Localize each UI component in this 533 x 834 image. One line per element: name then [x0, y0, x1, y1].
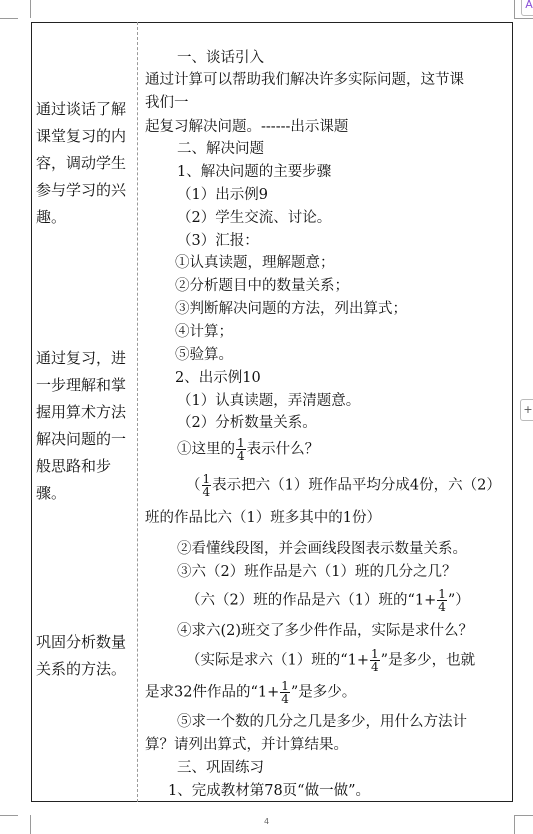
text-line: ⑤验算。 [175, 347, 233, 363]
text-line-with-fraction [177, 437, 319, 462]
text-line: ③六（2）班作品是六（1）班的几分之几？ [177, 564, 457, 580]
fraction-numerator: 1 [371, 647, 379, 661]
crop-mark-top-right-h [514, 18, 533, 19]
heading-solve: 二、解决问题 [177, 141, 264, 157]
text-line-with-fraction [145, 680, 356, 705]
text-segment: 表示把六（1）班作品平均分成4份，六（2） [212, 477, 501, 494]
left-note-1-text: 通过谈话了解课堂复习的内容，调动学生参与学习的兴趣。 [36, 100, 127, 226]
fraction-denominator: 4 [202, 485, 211, 499]
crop-mark-bottom-right-h [514, 815, 533, 816]
crop-mark-bottom-left-h [0, 815, 18, 816]
fraction [236, 437, 246, 462]
text-line: 1、完成教材第78页“做一做”。 [168, 783, 371, 799]
text-line: 1、解决问题的主要步骤 [177, 164, 332, 180]
text-line: 2、出示例10 [175, 370, 261, 386]
text-segment: ”是多少。 [290, 684, 357, 701]
text-line: （1）出示例9 [177, 187, 268, 203]
left-note-3 [36, 629, 136, 683]
fraction-numerator: 1 [237, 436, 245, 450]
column-divider [137, 22, 138, 802]
left-note-3-text: 巩固分析数量关系的方法。 [36, 633, 127, 678]
text-line: ⑤求一个数的几分之几是多少，用什么方法计 [177, 714, 467, 730]
text-line: 班的作品比六（1）班多其中的1份） [145, 510, 381, 526]
text-line: 通过计算可以帮助我们解决许多实际问题，这节课 [145, 72, 464, 88]
fraction-denominator: 4 [237, 449, 245, 463]
text-line: 起复习解决问题。------出示课题 [145, 119, 349, 135]
expand-plus-button[interactable]: + [520, 399, 533, 421]
text-line-with-fraction [186, 648, 475, 673]
fraction [202, 473, 212, 498]
fraction [437, 588, 447, 613]
fraction-denominator: 4 [371, 660, 379, 674]
crop-mark-top-left [18, 0, 31, 18]
fraction-numerator: 1 [281, 679, 289, 693]
crop-mark-top-left-h [0, 18, 18, 19]
text-line: （2）分析数量关系。 [177, 415, 317, 431]
text-line-with-fraction [186, 588, 470, 613]
heading-intro: 一、谈话引入 [177, 50, 264, 66]
page-number: 4 [263, 817, 270, 826]
fraction-denominator: 4 [281, 692, 289, 706]
text-segment: 表示什么？ [246, 441, 320, 458]
text-line: （2）学生交流、讨论。 [177, 210, 332, 226]
text-segment: 是求32件作品的“1+ [145, 684, 280, 701]
fraction-numerator: 1 [438, 587, 446, 601]
fraction-numerator: 1 [202, 472, 211, 486]
fraction-denominator: 4 [438, 600, 446, 614]
left-note-1 [36, 96, 136, 231]
text-line: ①认真读题，理解题意； [175, 255, 335, 271]
fraction [280, 680, 290, 705]
text-line: （1）认真读题，弄清题意。 [177, 393, 361, 409]
text-segment: （实际是求六（1）班的“1+ [186, 652, 370, 669]
left-note-2 [36, 345, 136, 507]
text-line: ②看懂线段图，并会画线段图表示数量关系。 [177, 541, 467, 557]
text-line: ④求六(2)班交了多少件作品，实际是求什么？ [177, 623, 474, 639]
left-note-2-text: 通过复习，进一步理解和掌握用算术方法解决问题的一般思路和步骤。 [36, 349, 127, 502]
text-line: ③判断解决问题的方法，列出算式； [175, 301, 407, 317]
text-segment: ”是多少，也就 [380, 652, 476, 669]
text-line: 我们一 [145, 95, 189, 111]
text-segment: ”） [447, 592, 470, 609]
heading-practice: 三、巩固练习 [177, 760, 264, 776]
text-segment: （六（2）班的作品是六（1）班的“1+ [186, 592, 437, 609]
text-line: ②分析题目中的数量关系； [175, 278, 349, 294]
text-line: （3）汇报： [177, 233, 259, 249]
text-segment: （ [186, 477, 201, 494]
fraction [370, 648, 380, 673]
text-line-with-fraction [186, 473, 501, 498]
text-line: 算？请列出算式，并计算结果。 [145, 737, 348, 753]
text-line: ④计算； [175, 324, 233, 340]
text-segment: ①这里的 [177, 441, 235, 458]
edge-tab-a[interactable]: A [521, 0, 533, 16]
